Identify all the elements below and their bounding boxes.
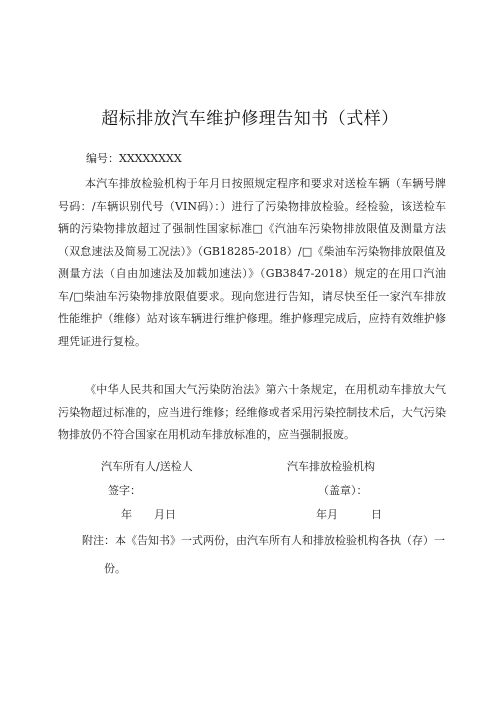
notice-paragraph: 本汽车排放检验机构于年月日按照规定程序和要求对送检车辆（车辆号牌号码：/车辆识别代号（VIN码）：）进行了污染物排放检验。经检验，该送检车辆的污染物排放超过了强制性国家标准□《汽油车污染物排放限值及测量方法（双怠速法及简易工况法）》（GB18285-2018）/□《柴油车污染物排放限值及测量方法（自由加速法及加载加速法）》（GB3847-2018）规定的在用口汽油车/□柴油车污染物排放限值要求。现向您进行告知，请尽快至任一家汽车排放性能维护（维修）站对该车辆进行维护修理。维护修理完成后，应持有效维护修理凭证进行复检。 bbox=[58, 177, 446, 348]
law-citation-paragraph: 《中华人民共和国大气污染防治法》第六十条规定，在用机动车排放大气污染物超过标准的，应当进行维修；经维修或者采用污染控制技术后，大气污染物排放仍不符合国家在用机动车排放标准的，应当强制报废。 bbox=[58, 383, 446, 441]
owner-label: 汽车所有人/送检人 bbox=[101, 460, 193, 473]
footnote-continuation: 份。 bbox=[104, 562, 126, 575]
signature-label: 签字： bbox=[108, 484, 141, 497]
agency-date: 年月 日 bbox=[316, 508, 382, 521]
owner-date: 年 月日 bbox=[121, 508, 176, 521]
inspection-agency-label: 汽车排放检验机构 bbox=[287, 460, 375, 473]
footnote bbox=[82, 527, 446, 583]
footnote-line: 附注：本《告知书》一式两份，由汽车所有人和排放检验机构各执（存）一 bbox=[82, 534, 445, 547]
seal-label: （盖章）： bbox=[318, 484, 368, 497]
document-number: 编号：XXXXXXXX bbox=[86, 152, 182, 165]
document-title: 超标排放汽车维护修理告知书（式样） bbox=[101, 109, 399, 129]
